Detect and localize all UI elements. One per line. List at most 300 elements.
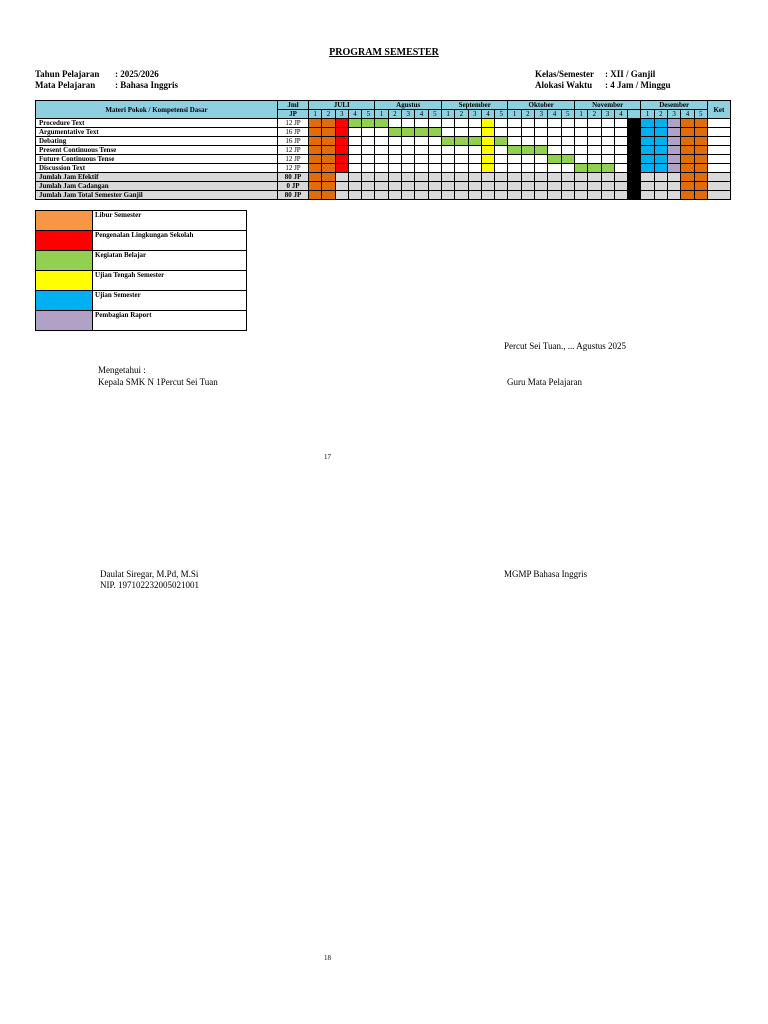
schedule-cell <box>574 191 587 200</box>
schedule-cell <box>388 164 401 173</box>
week-number: 1 <box>375 110 388 119</box>
schedule-cell <box>441 164 454 173</box>
schedule-cell <box>481 191 494 200</box>
schedule-cell <box>628 155 641 164</box>
schedule-cell <box>535 119 548 128</box>
schedule-cell <box>681 146 694 155</box>
schedule-cell <box>535 191 548 200</box>
schedule-cell <box>362 173 375 182</box>
schedule-cell <box>508 173 521 182</box>
schedule-cell <box>468 119 481 128</box>
schedule-cell <box>561 155 574 164</box>
materi-cell: Discussion Text <box>36 164 278 173</box>
schedule-cell <box>588 191 601 200</box>
schedule-cell <box>574 119 587 128</box>
schedule-cell <box>362 146 375 155</box>
schedule-cell <box>681 173 694 182</box>
schedule-cell <box>335 119 348 128</box>
schedule-cell <box>455 146 468 155</box>
schedule-cell <box>348 173 361 182</box>
summary-row <box>36 173 731 182</box>
header-month: November <box>574 101 640 110</box>
schedule-cell <box>495 146 508 155</box>
schedule-cell <box>428 173 441 182</box>
schedule-cell <box>375 173 388 182</box>
schedule-cell <box>468 128 481 137</box>
materi-row <box>36 146 731 155</box>
schedule-cell <box>521 173 534 182</box>
header-month: September <box>441 101 507 110</box>
schedule-cell <box>441 173 454 182</box>
schedule-cell <box>561 182 574 191</box>
materi-row <box>36 128 731 137</box>
schedule-cell <box>495 164 508 173</box>
schedule-cell <box>309 128 322 137</box>
schedule-cell <box>694 137 707 146</box>
schedule-cell <box>481 182 494 191</box>
materi-row <box>36 137 731 146</box>
materi-cell: Jumlah Jam Cadangan <box>36 182 278 191</box>
schedule-cell <box>348 146 361 155</box>
legend-swatch <box>36 231 93 251</box>
schedule-cell <box>441 182 454 191</box>
schedule-cell <box>681 155 694 164</box>
schedule-cell <box>322 137 335 146</box>
alokasi-value: : 4 Jam / Minggu <box>605 80 671 90</box>
legend-swatch <box>36 311 93 331</box>
schedule-cell <box>455 173 468 182</box>
week-number: 2 <box>521 110 534 119</box>
legend-label: Ujian Tengah Semester <box>93 271 247 291</box>
schedule-cell <box>362 191 375 200</box>
week-number: 3 <box>535 110 548 119</box>
week-number: 2 <box>654 110 667 119</box>
schedule-cell <box>375 182 388 191</box>
schedule-cell <box>481 128 494 137</box>
week-number: 1 <box>441 110 454 119</box>
schedule-cell <box>535 128 548 137</box>
week-number: 3 <box>601 110 614 119</box>
schedule-cell <box>428 182 441 191</box>
mapel-value: : Bahasa Inggris <box>115 80 179 90</box>
guru-name: MGMP Bahasa Inggris <box>504 569 588 579</box>
jp-cell: 80 JP <box>278 173 309 182</box>
week-number: 2 <box>388 110 401 119</box>
schedule-cell <box>614 119 627 128</box>
schedule-cell <box>388 119 401 128</box>
schedule-cell <box>681 128 694 137</box>
schedule-cell <box>628 191 641 200</box>
schedule-cell <box>601 164 614 173</box>
schedule-cell <box>668 119 681 128</box>
schedule-cell <box>508 119 521 128</box>
schedule-cell <box>641 173 654 182</box>
schedule-cell <box>588 146 601 155</box>
schedule-cell <box>428 164 441 173</box>
schedule-cell <box>468 155 481 164</box>
header-month: Oktober <box>508 101 574 110</box>
schedule-cell <box>495 128 508 137</box>
schedule-cell <box>548 164 561 173</box>
header-month: JULI <box>309 101 375 110</box>
page-title: PROGRAM SEMESTER <box>329 47 439 58</box>
week-number: 2 <box>322 110 335 119</box>
schedule-cell <box>574 182 587 191</box>
mengetahui-label: Mengetahui : <box>98 365 146 375</box>
schedule-cell <box>428 128 441 137</box>
schedule-cell <box>694 119 707 128</box>
schedule-cell <box>375 128 388 137</box>
schedule-cell <box>535 164 548 173</box>
schedule-cell <box>548 137 561 146</box>
kepala-name: Daulat Siregar, M.Pd, M.Si <box>100 569 199 579</box>
schedule-cell <box>309 164 322 173</box>
schedule-cell <box>402 146 415 155</box>
schedule-cell <box>548 146 561 155</box>
schedule-cell <box>375 155 388 164</box>
schedule-cell <box>375 137 388 146</box>
schedule-cell <box>402 182 415 191</box>
ket-cell <box>707 128 730 137</box>
week-number: 5 <box>428 110 441 119</box>
schedule-cell <box>468 164 481 173</box>
schedule-cell <box>322 182 335 191</box>
schedule-cell <box>495 173 508 182</box>
schedule-cell <box>681 164 694 173</box>
legend-swatch <box>36 271 93 291</box>
schedule-cell <box>388 146 401 155</box>
schedule-cell <box>362 137 375 146</box>
schedule-cell <box>668 128 681 137</box>
jp-cell: 16 JP <box>278 128 309 137</box>
materi-cell: Jumlah Jam Total Semester Ganjil <box>36 191 278 200</box>
schedule-cell <box>455 128 468 137</box>
schedule-cell <box>388 182 401 191</box>
schedule-cell <box>668 146 681 155</box>
schedule-cell <box>654 119 667 128</box>
schedule-cell <box>495 155 508 164</box>
week-number: 3 <box>468 110 481 119</box>
schedule-cell <box>348 119 361 128</box>
schedule-cell <box>521 128 534 137</box>
schedule-cell <box>362 182 375 191</box>
legend-swatch <box>36 211 93 231</box>
schedule-cell <box>508 128 521 137</box>
schedule-cell <box>521 137 534 146</box>
schedule-cell <box>628 119 641 128</box>
schedule-cell <box>668 137 681 146</box>
week-number: 3 <box>402 110 415 119</box>
schedule-cell <box>574 128 587 137</box>
schedule-cell <box>495 182 508 191</box>
legend-swatch <box>36 291 93 311</box>
schedule-cell <box>508 164 521 173</box>
schedule-cell <box>561 128 574 137</box>
schedule-cell <box>694 182 707 191</box>
materi-row <box>36 119 731 128</box>
schedule-cell <box>309 146 322 155</box>
schedule-cell <box>601 173 614 182</box>
schedule-cell <box>375 119 388 128</box>
schedule-cell <box>455 182 468 191</box>
schedule-cell <box>548 173 561 182</box>
ket-cell <box>707 155 730 164</box>
schedule-cell <box>441 137 454 146</box>
schedule-cell <box>681 137 694 146</box>
schedule-cell <box>335 128 348 137</box>
legend-label: Kegiatan Belajar <box>93 251 247 271</box>
schedule-cell <box>468 182 481 191</box>
schedule-cell <box>402 128 415 137</box>
week-number: 5 <box>561 110 574 119</box>
kelas-value: : XII / Ganjil <box>605 69 656 79</box>
guru-label: Guru Mata Pelajaran <box>507 377 582 387</box>
materi-cell: Jumlah Jam Efektif <box>36 173 278 182</box>
schedule-cell <box>521 182 534 191</box>
schedule-cell <box>548 182 561 191</box>
schedule-cell <box>641 128 654 137</box>
schedule-cell <box>588 128 601 137</box>
schedule-cell <box>415 191 428 200</box>
schedule-cell <box>654 128 667 137</box>
week-number: 3 <box>335 110 348 119</box>
schedule-cell <box>588 164 601 173</box>
schedule-cell <box>455 155 468 164</box>
schedule-cell <box>668 164 681 173</box>
schedule-cell <box>428 119 441 128</box>
schedule-cell <box>375 164 388 173</box>
schedule-cell <box>335 182 348 191</box>
schedule-cell <box>535 182 548 191</box>
materi-cell: Argumentative Text <box>36 128 278 137</box>
materi-row <box>36 155 731 164</box>
tahun-label: Tahun Pelajaran <box>35 69 100 79</box>
week-number: 2 <box>588 110 601 119</box>
legend-item <box>36 251 247 271</box>
schedule-cell <box>388 137 401 146</box>
materi-cell: Future Continuous Tense <box>36 155 278 164</box>
legend-label: Ujian Semester <box>93 291 247 311</box>
schedule-cell <box>468 137 481 146</box>
schedule-cell <box>441 146 454 155</box>
schedule-cell <box>415 173 428 182</box>
schedule-cell <box>601 128 614 137</box>
schedule-cell <box>309 191 322 200</box>
legend-swatch <box>36 251 93 271</box>
schedule-cell <box>508 137 521 146</box>
schedule-cell <box>481 119 494 128</box>
ket-cell <box>707 173 730 182</box>
schedule-cell <box>495 119 508 128</box>
schedule-cell <box>335 155 348 164</box>
schedule-cell <box>641 137 654 146</box>
info-right <box>535 69 671 91</box>
schedule-cell <box>668 173 681 182</box>
schedule-cell <box>508 146 521 155</box>
schedule-cell <box>388 173 401 182</box>
schedule-cell <box>574 173 587 182</box>
schedule-cell <box>588 173 601 182</box>
schedule-cell <box>521 164 534 173</box>
header-ket: Ket <box>707 101 730 119</box>
schedule-cell <box>548 119 561 128</box>
ket-cell <box>707 191 730 200</box>
schedule-cell <box>322 146 335 155</box>
schedule-cell <box>654 146 667 155</box>
schedule-cell <box>535 137 548 146</box>
week-number: 5 <box>694 110 707 119</box>
schedule-cell <box>348 128 361 137</box>
schedule-cell <box>335 137 348 146</box>
jp-cell: 12 JP <box>278 119 309 128</box>
schedule-cell <box>455 137 468 146</box>
schedule-cell <box>415 128 428 137</box>
schedule-cell <box>322 164 335 173</box>
week-number: 5 <box>495 110 508 119</box>
schedule-cell <box>335 173 348 182</box>
schedule-cell <box>654 182 667 191</box>
schedule-cell <box>441 155 454 164</box>
legend-item <box>36 271 247 291</box>
schedule-cell <box>694 173 707 182</box>
schedule-cell <box>375 146 388 155</box>
schedule-cell <box>561 137 574 146</box>
alokasi-label: Alokasi Waktu <box>535 80 593 90</box>
schedule-cell <box>614 137 627 146</box>
schedule-cell <box>402 191 415 200</box>
schedule-cell <box>521 146 534 155</box>
schedule-cell <box>481 164 494 173</box>
summary-row <box>36 182 731 191</box>
week-number: 1 <box>641 110 654 119</box>
schedule-cell <box>668 191 681 200</box>
schedule-cell <box>535 173 548 182</box>
ket-cell <box>707 119 730 128</box>
schedule-cell <box>428 155 441 164</box>
schedule-cell <box>468 146 481 155</box>
schedule-cell <box>601 191 614 200</box>
schedule-cell <box>681 119 694 128</box>
schedule-cell <box>402 155 415 164</box>
schedule-cell <box>481 155 494 164</box>
schedule-cell <box>681 191 694 200</box>
ket-cell <box>707 146 730 155</box>
jp-cell: 12 JP <box>278 146 309 155</box>
schedule-cell <box>628 128 641 137</box>
schedule-cell <box>628 146 641 155</box>
schedule-cell <box>574 155 587 164</box>
schedule-cell <box>441 119 454 128</box>
schedule-cell <box>388 128 401 137</box>
schedule-cell <box>614 191 627 200</box>
schedule-cell <box>481 137 494 146</box>
schedule-cell <box>455 191 468 200</box>
tahun-value: : 2025/2026 <box>115 69 159 79</box>
schedule-cell <box>481 173 494 182</box>
schedule-cell <box>588 182 601 191</box>
schedule-cell <box>441 128 454 137</box>
legend-label: Libur Semester <box>93 211 247 231</box>
week-number: 4 <box>548 110 561 119</box>
schedule-cell <box>508 182 521 191</box>
schedule-cell <box>309 119 322 128</box>
schedule-cell <box>628 137 641 146</box>
schedule-cell <box>614 164 627 173</box>
schedule-cell <box>694 146 707 155</box>
jp-cell: 12 JP <box>278 164 309 173</box>
schedule-cell <box>654 191 667 200</box>
program-semester-table <box>35 100 731 200</box>
schedule-cell <box>641 191 654 200</box>
schedule-cell <box>641 119 654 128</box>
schedule-cell <box>654 164 667 173</box>
header-month: Agustus <box>375 101 441 110</box>
schedule-cell <box>601 182 614 191</box>
schedule-cell <box>641 155 654 164</box>
legend-label: Pengenalan Lingkungan Sekolah <box>93 231 247 251</box>
schedule-cell <box>548 128 561 137</box>
schedule-cell <box>508 155 521 164</box>
schedule-cell <box>348 191 361 200</box>
schedule-cell <box>388 191 401 200</box>
schedule-cell <box>402 173 415 182</box>
materi-cell: Debating <box>36 137 278 146</box>
schedule-cell <box>654 137 667 146</box>
summary-row <box>36 191 731 200</box>
schedule-cell <box>362 119 375 128</box>
week-number: 1 <box>508 110 521 119</box>
schedule-cell <box>681 182 694 191</box>
schedule-cell <box>561 119 574 128</box>
schedule-cell <box>548 191 561 200</box>
schedule-cell <box>322 119 335 128</box>
schedule-cell <box>601 119 614 128</box>
schedule-cell <box>335 146 348 155</box>
schedule-cell <box>694 128 707 137</box>
schedule-cell <box>614 128 627 137</box>
ket-cell <box>707 137 730 146</box>
page-number-18: 18 <box>324 954 331 962</box>
schedule-cell <box>614 173 627 182</box>
schedule-cell <box>402 164 415 173</box>
schedule-cell <box>322 173 335 182</box>
schedule-cell <box>561 173 574 182</box>
schedule-cell <box>335 164 348 173</box>
schedule-cell <box>415 155 428 164</box>
schedule-cell <box>535 146 548 155</box>
legend-label: Pembagian Raport <box>93 311 247 331</box>
materi-cell: Procedure Text <box>36 119 278 128</box>
week-number: 4 <box>481 110 494 119</box>
schedule-cell <box>415 137 428 146</box>
kepala-label: Kepala SMK N 1Percut Sei Tuan <box>98 377 218 387</box>
schedule-cell <box>668 155 681 164</box>
schedule-cell <box>601 146 614 155</box>
schedule-cell <box>441 191 454 200</box>
schedule-cell <box>521 119 534 128</box>
materi-row <box>36 164 731 173</box>
schedule-cell <box>322 128 335 137</box>
ket-cell <box>707 164 730 173</box>
schedule-cell <box>535 155 548 164</box>
schedule-cell <box>348 137 361 146</box>
week-number: 4 <box>348 110 361 119</box>
schedule-cell <box>335 191 348 200</box>
schedule-cell <box>428 191 441 200</box>
ket-cell <box>707 182 730 191</box>
schedule-cell <box>375 191 388 200</box>
schedule-cell <box>521 191 534 200</box>
